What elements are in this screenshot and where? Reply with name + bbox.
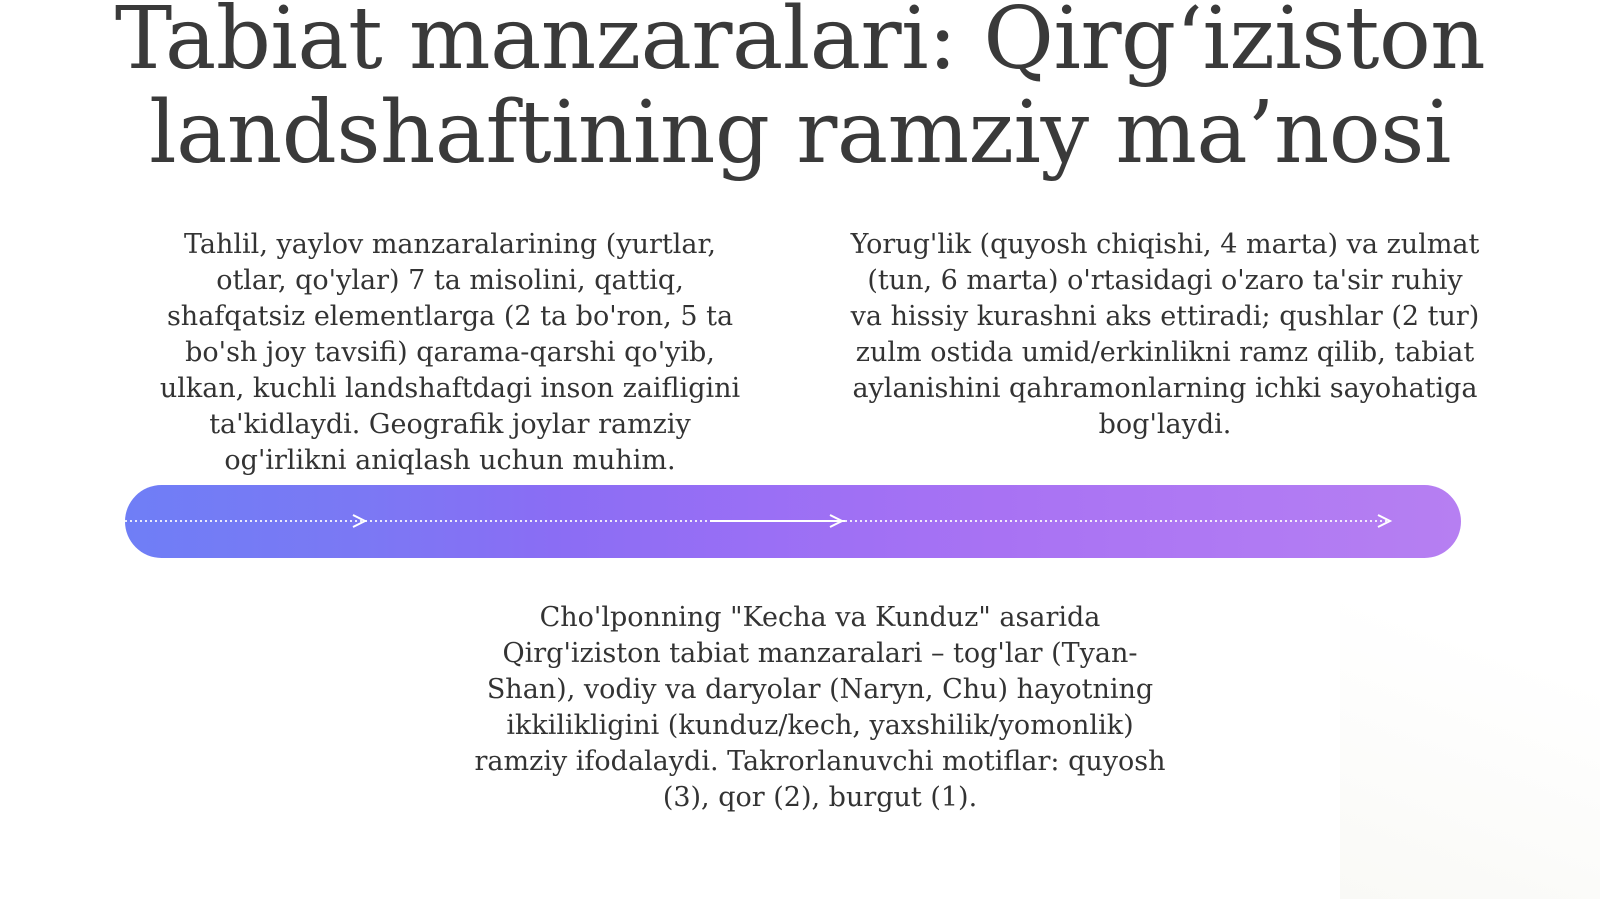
title-line-1: Tabiat manzaralari: Qirg‘iziston [114,0,1486,89]
timeline-band [125,485,1461,558]
arrow-right-icon [1378,515,1390,527]
timeline-arrows [125,485,1461,558]
text-block-bottom: Cho'lponning "Kecha va Kunduz" asarida Qirg'iziston tabiat manzaralari – tog'lar (Tyan-Shan), vodiy va daryolar (Naryn, Chu) hayotning ikkilikligini (kunduz/kech, yaxshilik/yomonlik) ramziy ifodalaydi. Takrorlanuvchi motiflar: quyosh (3), qor (2), burgut (1). [474,602,1166,813]
page-title [0,0,1600,183]
text-block-left: Tahlil, yaylov manzaralarining (yurtlar, otlar, qo'ylar) 7 ta misolini, qattiq, shafqatsiz elementlarga (2 ta bo'ron, 5 ta bo'sh joy tavsifi) qarama-qarshi qo'yib, ulkan, kuchli landshaftdagi inson zaifligini ta'kidlaydi. Geografik joylar ramziy og'irlikni aniqlash uchun muhim. [159,229,741,476]
arrow-right-icon [353,515,365,527]
title-line-2: landshaftining ramziy ma’nosi [149,83,1451,183]
text-block-right: Yorug'lik (quyosh chiqishi, 4 marta) va zulmat (tun, 6 marta) o'rtasidagi o'zaro ta'sir ruhiy va hissiy kurashni aks ettiradi; qushlar (2 tur) zulm ostida umid/erkinlikni ramz qilib, tabiat aylanishini qahramonlarning ichki sayohatiga bog'laydi. [850,229,1480,440]
